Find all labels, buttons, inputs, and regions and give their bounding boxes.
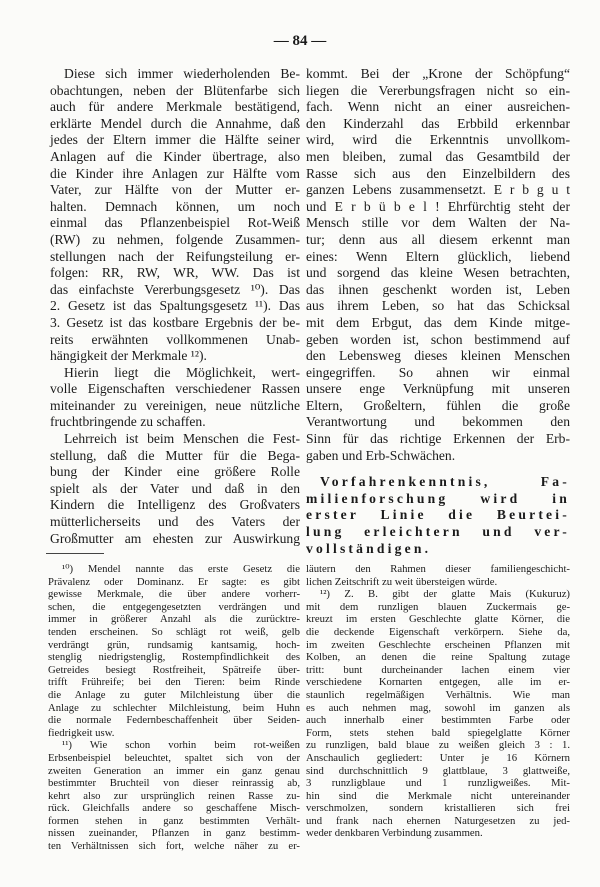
text-line: jedes der Eltern immer die Hälfte seiner (50, 132, 300, 148)
text-line: Form, stets stehen bald spiegelglatte Körner (306, 726, 570, 739)
text-line: stellung, daß die Mutter für die Bega- (50, 447, 300, 463)
text-line: volle Eigenschaften verschiedener Rassen (50, 381, 300, 397)
text-line: aus ihrem Leben, so hat das Schicksal (306, 298, 570, 314)
text-line: Diese sich immer wiederholenden Be- (64, 66, 300, 81)
text-line: Mensch stille vor dem Walten der Na- (306, 215, 570, 231)
text-line: verschiedene Kornarten entgegen, alle im er- (306, 676, 570, 689)
text-line: auch für andere Merkmale bestätigend, (50, 99, 300, 115)
text-line: mütterlicherseits und des Vaters der (50, 514, 300, 530)
text-line: lichen Zeitschrift zu weit übersteigen würde. (306, 575, 498, 588)
text-line: sind durchschnittlich 9 glattblaue, 3 glattweiße, (306, 764, 570, 777)
text-line: bung der Kinder eine größere Rolle (50, 464, 300, 480)
text-line: trifft Frühreife; bei den Tieren: beim Rinde (48, 676, 300, 689)
text-line: ten Verhältnissen sich fort, welche näher zu er- (48, 840, 300, 853)
text-line: kehrt also zur ursprünglich reinen Rasse zu- (48, 789, 300, 802)
text-line: Lehrreich ist beim Menschen die Fest- (64, 431, 300, 447)
text-line: immer in größerer Anzahl als die zurücktre- (48, 613, 300, 626)
text-line: geben worden ist, schon bestimmend auf (306, 331, 570, 347)
text-line: stenglig niedrigstenglig, Rostempfindlichkeit des (48, 651, 300, 664)
text-line: und E r b ü b e l ! Ehrfürchtig steht der (306, 198, 570, 214)
text-line: zu runzligen, bald blaue zu weißen gleich 3 : 1. (306, 739, 570, 752)
text-line: die Kinder ihre Anlagen zur Hälfte vom (50, 165, 300, 181)
footnotes-column-right (306, 563, 570, 840)
text-line: Anlage zu schlechter Milchleistung, beim Huhn (48, 701, 300, 714)
text-line: nissen zueinander, Pflanzen in ganz bestimm- (48, 827, 300, 840)
text-line: und frank nach ehernen Naturgesetzen zu jed- (306, 814, 570, 827)
text-line: unsere enge Verknüpfung mit unseren (306, 381, 570, 397)
text-line: Vater, zur Hälfte von der Mutter er- (50, 182, 300, 198)
text-line: gewisse Merkmale, die über andere vorherr- (48, 588, 300, 601)
paragraph (50, 66, 300, 365)
text-line: 2. Gesetz ist das Spaltungsgesetz ¹¹). Das (50, 298, 300, 314)
text-line: kreuzt im ersten Geschlechte glatte Körner, die (306, 613, 570, 626)
body-column-right (306, 66, 570, 557)
text-line: folgen: RR, RW, WR, WW. Das ist (50, 265, 300, 281)
text-line: gaben und Erb-Schwächen. (306, 447, 456, 463)
text-line: Kindern die Intelligenz des Großvaters (50, 497, 300, 513)
text-line: es auch nehmen mag, sowohl im ganzen als (306, 701, 570, 714)
text-line: Prävalenz oder Dominanz. Er sagte: es gibt (48, 575, 300, 588)
text-line: hin sind die Merkmale nicht untereinander (306, 789, 570, 802)
text-line: Sinn für das richtige Erkennen der Erb- (306, 431, 570, 447)
text-line: die Anlage zu guter Milchleistung über die (48, 688, 300, 701)
text-line: und sorgend das kleine Wesen betrachten, (306, 265, 570, 281)
text-line: obachtungen, neben der Blütenfarbe sich (50, 82, 300, 98)
text-line: lung erleichtern und ver- (306, 524, 570, 540)
text-line: milienforschung wird in (306, 490, 570, 506)
text-line: ¹²) Z. B. gibt der glatte Mais (Kukuruz) (320, 588, 570, 601)
text-line: Großmutter am ehesten zur Auswirkung (50, 530, 300, 546)
text-line: verdrängt grün, rundsamig kantsamig, hoch- (48, 638, 300, 651)
text-line: schen, die entgegengesetzten verdrängen und (48, 600, 300, 613)
text-line: zweiten Generation an immer ein ganz genau (48, 764, 300, 777)
footnotes-column-left (48, 563, 300, 853)
text-line: Vorfahrenkenntnis, Fa- (320, 474, 570, 490)
text-line: auch innerhalb einer bestimmten Farbe oder (306, 714, 570, 727)
text-line: Hierin liegt die Möglichkeit, wert- (64, 364, 300, 380)
text-line: eines: Wenn Eltern glücklich, liebend (306, 248, 570, 264)
text-line: Rasse sich aus den Einzelbildern des (306, 165, 570, 181)
text-line: men bleiben, zumal das Gesamtbild der (306, 148, 570, 164)
footnote (306, 563, 570, 588)
text-line: tur; denn aus all diesem erkennt man (306, 231, 570, 247)
text-line: staunlich regelmäßigen Verhältnis. Wie man (306, 688, 570, 701)
text-line: (RW) zu nehmen, folgende Zusammen- (50, 231, 300, 247)
text-line: Anlagen auf die Kinder übertrage, also (50, 148, 300, 164)
text-line: stellungen nach der Reifungsteilung er- (50, 248, 300, 264)
text-line: fruchtbringende zu schaffen. (50, 414, 206, 430)
text-line: das einfachste Vererbungsgesetz ¹⁰). Das (50, 281, 300, 297)
text-line: kommt. Bei der „Krone der Schöpfung“ (306, 66, 570, 81)
text-line: erster Linie die Beurtei- (306, 507, 570, 523)
text-line: spielt als der Vater und daß in den (50, 480, 300, 496)
text-line: mit dem runzligen blauen Zuckermais ge- (306, 600, 570, 613)
text-line: die normale Federnbeschaffenheit über Seiden- (48, 714, 300, 727)
text-line: hängigkeit der Merkmale ¹²). (50, 348, 207, 364)
text-line: wird, wird die Erkenntnis unvollkom- (306, 132, 570, 148)
text-line: ¹¹) Wie schon vorhin beim rot-weißen (62, 739, 300, 752)
text-line: tritt: bunt durcheinander lachen einem vier (306, 663, 570, 676)
text-line: den Lebensweg dieses kleinen Menschen (306, 348, 570, 364)
text-line: miteinander zu vereinigen, neue nützliche (50, 397, 300, 413)
text-line: läutern den Rahmen dieser familiengeschicht- (306, 563, 570, 575)
text-line: verschmolzen, sondern kristallieren sich frei (306, 802, 570, 815)
text-line: liegen die Vererbungsfragen nicht so ein- (306, 82, 570, 98)
text-line: erklärte Mendel durch die Annahme, daß (50, 115, 300, 131)
text-line: die deckende Eigenschaft verkörpern. Siehe da, (306, 625, 570, 638)
text-line: fiedrigkeit usw. (48, 726, 115, 739)
text-line: Anschaulich gegliedert: Unter je 16 Körnern (306, 751, 570, 764)
paragraph (50, 431, 300, 547)
paragraph (306, 66, 570, 464)
page-number: — 84 — (273, 33, 327, 49)
text-line: weder denkbaren Verbindung zusammen. (306, 827, 483, 840)
text-line: 3. Gesetz ist das kostbare Ergebnis der be- (50, 314, 300, 330)
paragraph (50, 365, 300, 431)
text-line: den Kinderzahl das Erbbild erkennbar (306, 115, 570, 131)
text-line: ¹⁰) Mendel nannte das erste Gesetz die (62, 563, 300, 575)
text-line: vollständigen. (306, 540, 432, 556)
body-column-left (50, 66, 300, 547)
footnote (48, 739, 300, 852)
text-line: reits erwähnten vollkommenen Unab- (50, 331, 300, 347)
text-line: 3 runzligblaue und 1 runzligweißes. Mit- (306, 777, 570, 790)
text-line: tenden erscheinen. So schlägt rot weiß, gelb (48, 625, 300, 638)
text-line: einmal das Pflanzenbeispiel Rot-Weiß (50, 215, 300, 231)
text-line: bestimmter Bruchteil von dieser reinrassig ab, (48, 777, 300, 790)
footnote (48, 563, 300, 739)
text-line: Verantwortung und bekommen den (306, 414, 570, 430)
text-line: Kolben, an denen die reine Spaltung zutage (306, 651, 570, 664)
text-line: das ihnen geschenkt worden ist, Leben (306, 281, 570, 297)
text-line: ganzen Lebens zusammensetzt. E r b g u t (306, 182, 570, 198)
text-line: rück. Gleichfalls andere so geschaffene Misch- (48, 802, 300, 815)
text-line: formen stehen in ganz bestimmten Verhält- (48, 814, 300, 827)
paragraph (306, 474, 570, 557)
text-line: im zweiten Geschlechte erscheinen Pflanzen mit (306, 638, 570, 651)
text-line: halten. Demnach können, um noch (50, 198, 300, 214)
footnote (306, 588, 570, 840)
text-line: Eltern, Großeltern, fühlen die große (306, 397, 570, 413)
text-line: Getreides besiegt Rostfreiheit, Spätreife über- (48, 663, 300, 676)
text-line: fach. Wenn nicht an einer ausreichen- (306, 99, 570, 115)
footnote-divider (46, 553, 104, 554)
text-line: Erbsenbeispiel beleuchtet, spaltet sich von der (48, 751, 300, 764)
text-line: mit dem Erbgut, das dem Kinde mitge- (306, 314, 570, 330)
text-line: eingegriffen. So ahnen wir einmal (306, 364, 570, 380)
